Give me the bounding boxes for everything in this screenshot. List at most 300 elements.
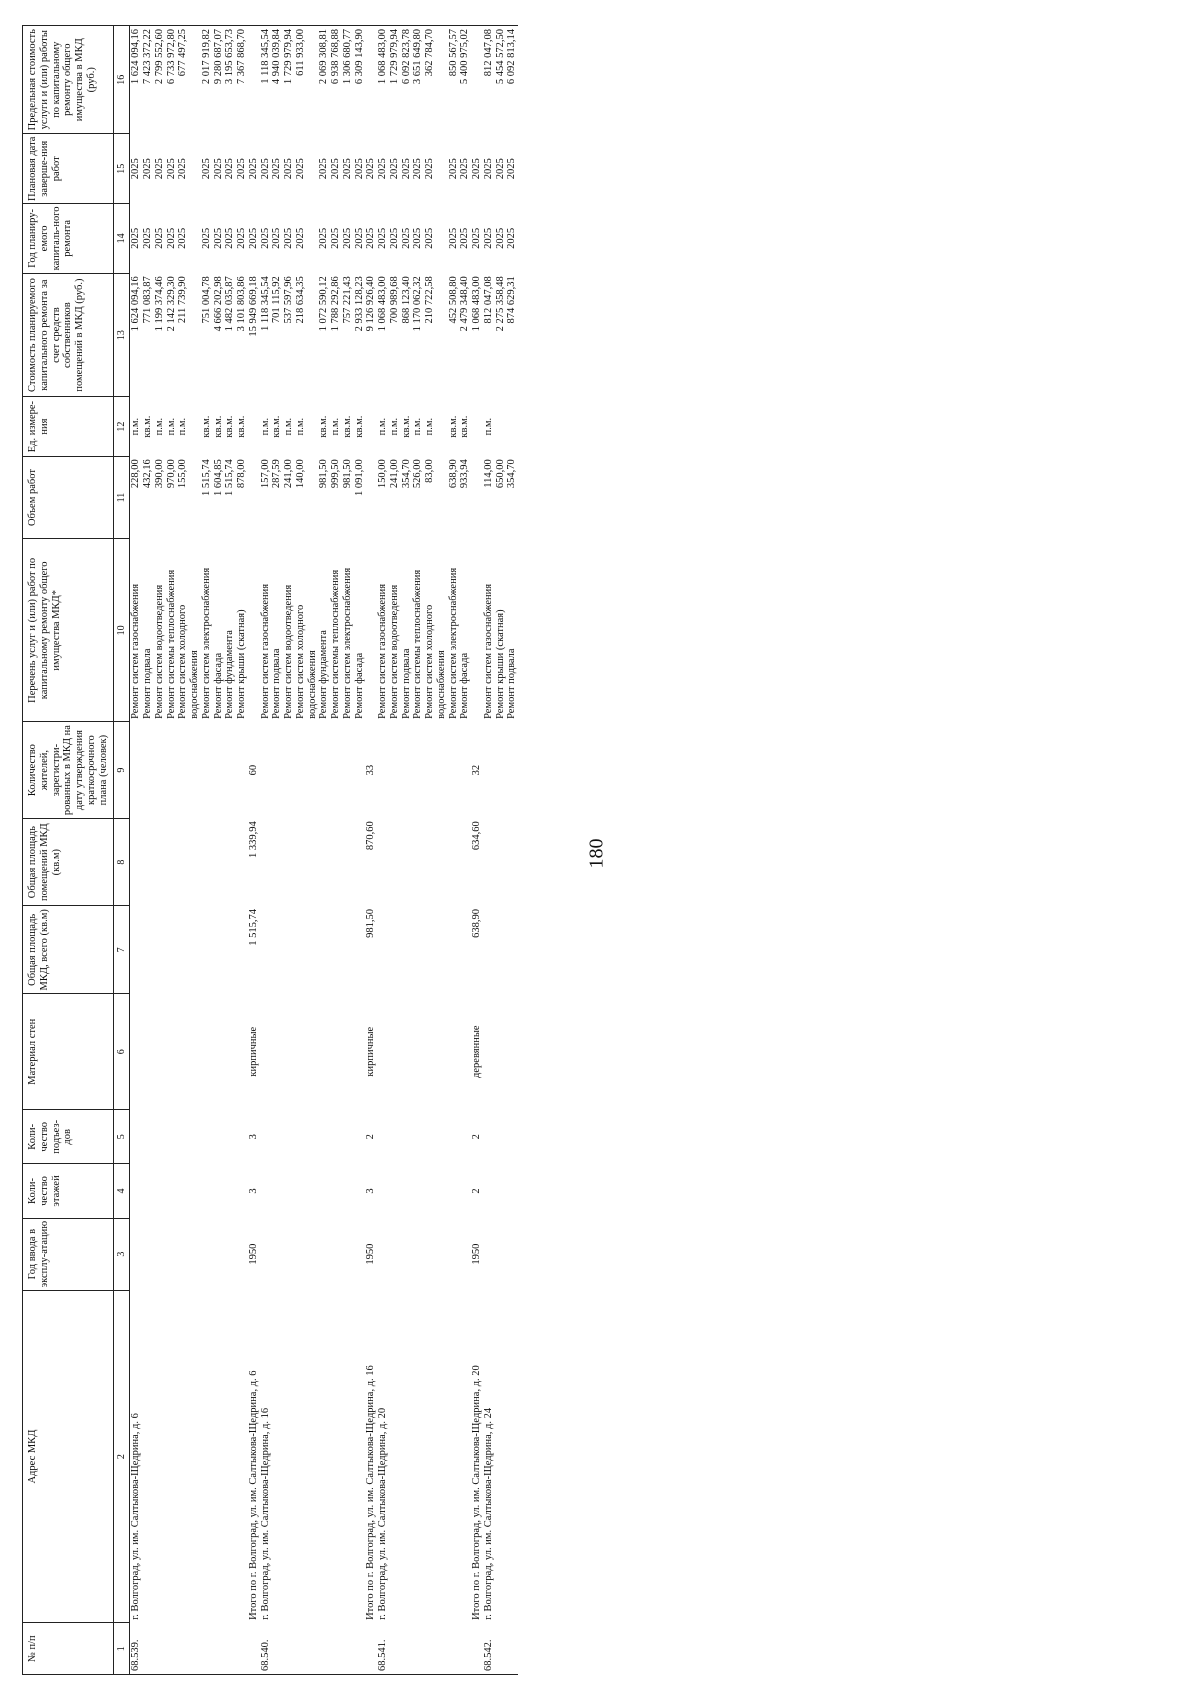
- table-cell: 4 940 039,84: [271, 26, 283, 134]
- table-cell: 354,70: [400, 459, 412, 489]
- table-cell: 2025: [142, 158, 154, 180]
- table-cell: 15 949 669,18: [247, 276, 259, 337]
- table-cell: [330, 818, 342, 906]
- column-number: 6: [114, 994, 130, 1110]
- table-cell: [495, 722, 507, 818]
- table-cell: [142, 1218, 154, 1290]
- table-cell: [154, 1218, 166, 1290]
- table-cell: 2025: [482, 227, 494, 249]
- table-cell: [154, 818, 166, 906]
- table-cell: [354, 1623, 366, 1675]
- table-cell: [271, 1218, 283, 1290]
- table-cell: [166, 906, 178, 994]
- table-cell: 33: [365, 764, 377, 776]
- table-cell: [448, 1110, 460, 1164]
- column-number-row: [114, 26, 130, 1675]
- table-cell: [483, 1164, 495, 1218]
- table-cell: 2025: [412, 158, 424, 180]
- table-cell: [342, 1164, 354, 1218]
- table-cell: [142, 1110, 154, 1164]
- table-cell: 700 989,68: [388, 276, 400, 324]
- table-cell: 1950: [471, 1243, 483, 1265]
- table-cell: [389, 722, 401, 818]
- table-cell: 2025: [165, 227, 177, 249]
- table-cell: [166, 1218, 178, 1290]
- table-cell: [295, 722, 319, 818]
- table-cell: 2025: [236, 227, 248, 249]
- table-cell: 68.541.: [377, 1623, 389, 1675]
- table-cell: [342, 722, 354, 818]
- table-cell: Ремонт систем водоотведения: [388, 584, 400, 719]
- table-cell: [412, 722, 424, 818]
- table-cell: 2 142 329,30: [165, 276, 177, 332]
- table-row: [201, 26, 213, 1675]
- table-cell: 850 567,57: [448, 26, 460, 134]
- table-cell: 868 123,40: [400, 276, 412, 324]
- table-cell: 2025: [259, 227, 271, 249]
- table-cell: 2025: [353, 158, 365, 180]
- table-cell: [389, 1290, 401, 1623]
- table-cell: 2: [471, 1134, 483, 1140]
- table-cell: п.м.: [377, 417, 389, 436]
- table-cell: [142, 994, 154, 1110]
- table-cell: 1 170 062,32: [412, 276, 424, 332]
- table-cell: г. Волгоград, ул. им. Салтыкова-Щедрина, д. 20: [377, 1407, 389, 1620]
- table-cell: [495, 1290, 507, 1623]
- table-cell: [389, 818, 401, 906]
- table-cell: [412, 1164, 424, 1218]
- table-cell: [224, 722, 236, 818]
- table-cell: 1 624 094,16: [130, 276, 142, 332]
- table-cell: 354,70: [506, 459, 518, 489]
- table-cell: 999,50: [330, 459, 342, 489]
- table-cell: [166, 1164, 178, 1218]
- table-cell: [177, 1290, 201, 1623]
- table-cell: 970,00: [165, 459, 177, 489]
- table-cell: [295, 1218, 319, 1290]
- table-cell: [448, 994, 460, 1110]
- table-cell: кирпичные: [247, 1026, 259, 1077]
- table-cell: [365, 1623, 377, 1675]
- table-cell: [201, 906, 213, 994]
- table-cell: [271, 994, 283, 1110]
- table-cell: [177, 722, 201, 818]
- table-cell: п.м.: [412, 417, 424, 436]
- table-cell: [412, 818, 424, 906]
- table-cell: 3: [365, 1188, 377, 1194]
- table-cell: 2025: [459, 158, 471, 180]
- table-cell: [318, 722, 330, 818]
- table-cell: [483, 1218, 495, 1290]
- table-cell: 2025: [165, 158, 177, 180]
- table-row: [295, 26, 319, 1675]
- column-header: Общая площадь МКД, всего (кв.м): [23, 906, 114, 994]
- table-cell: [448, 818, 460, 906]
- column-header: Адрес МКД: [23, 1290, 114, 1623]
- column-number: 14: [114, 204, 130, 274]
- table-cell: 634,60: [471, 821, 483, 851]
- table-cell: [130, 722, 142, 818]
- table-cell: 638,90: [447, 459, 459, 489]
- table-cell: 2025: [377, 227, 389, 249]
- table-cell: [354, 818, 366, 906]
- table-cell: 2025: [447, 158, 459, 180]
- table-body: [130, 26, 518, 1675]
- table-row: [260, 26, 272, 1675]
- table-cell: [330, 994, 342, 1110]
- table-cell: [459, 722, 471, 818]
- table-cell: [295, 1290, 319, 1623]
- table-cell: [330, 1623, 342, 1675]
- table-cell: [154, 1623, 166, 1675]
- table-cell: 874 629,31: [506, 276, 518, 324]
- table-row: [448, 26, 460, 1675]
- table-cell: кв.м.: [212, 415, 224, 438]
- table-cell: [448, 906, 460, 994]
- table-cell: Ремонт подвала: [271, 648, 283, 719]
- table-cell: [483, 722, 495, 818]
- table-cell: кв.м.: [400, 415, 412, 438]
- table-cell: 1 068 483,00: [377, 276, 389, 332]
- table-row: [424, 26, 448, 1675]
- table-cell: 771 083,87: [142, 276, 154, 324]
- capital-repair-table: [22, 25, 518, 1675]
- table-cell: [506, 722, 518, 818]
- table-cell: 1 091,00: [353, 459, 365, 497]
- table-cell: 2025: [200, 158, 212, 180]
- table-cell: [271, 722, 283, 818]
- table-cell: [471, 397, 483, 456]
- table-cell: 2025: [400, 158, 412, 180]
- table-cell: 757 221,43: [341, 276, 353, 324]
- table-cell: [401, 1290, 413, 1623]
- table-cell: [260, 1110, 272, 1164]
- table-row: [142, 26, 154, 1675]
- column-number: 7: [114, 906, 130, 994]
- table-cell: [271, 1164, 283, 1218]
- column-header: Общая площадь помещений МКД (кв.м): [23, 818, 114, 906]
- table-cell: 228,00: [130, 459, 142, 489]
- table-cell: [471, 539, 483, 722]
- table-row: [224, 26, 236, 1675]
- table-cell: 390,00: [153, 459, 165, 489]
- table-row: [177, 26, 201, 1675]
- table-cell: [448, 1218, 460, 1290]
- table-cell: г. Волгоград, ул. им. Салтыкова-Щедрина, д. 24: [482, 1407, 494, 1620]
- table-cell: 2025: [177, 227, 189, 249]
- page-number: 180: [585, 838, 608, 869]
- table-cell: 1 729 979,94: [283, 26, 295, 134]
- table-cell: [424, 994, 448, 1110]
- table-cell: 1 624 094,16: [130, 26, 142, 134]
- table-cell: 2025: [506, 227, 518, 249]
- table-cell: [318, 1290, 330, 1623]
- table-cell: [365, 26, 377, 134]
- table-cell: [177, 906, 201, 994]
- table-cell: [424, 906, 448, 994]
- table-cell: [295, 994, 319, 1110]
- table-cell: 2025: [271, 227, 283, 249]
- table-cell: [506, 397, 518, 456]
- column-header: Год ввода в эксплу-атацию: [23, 1218, 114, 1290]
- table-cell: [365, 539, 377, 722]
- table-cell: [236, 1110, 248, 1164]
- table-cell: [330, 1290, 342, 1623]
- table-cell: [295, 818, 319, 906]
- table-cell: [177, 818, 201, 906]
- table-cell: 2025: [294, 227, 306, 249]
- table-cell: [506, 1218, 518, 1290]
- table-cell: [495, 818, 507, 906]
- table-cell: 751 004,78: [200, 276, 212, 324]
- table-cell: 9 280 687,07: [213, 26, 225, 134]
- table-cell: 870,60: [365, 821, 377, 851]
- table-cell: 1950: [247, 1243, 259, 1265]
- table-cell: [224, 1164, 236, 1218]
- table-cell: 2025: [388, 158, 400, 180]
- table-cell: кв.м.: [459, 415, 471, 438]
- table-cell: [236, 818, 248, 906]
- table-cell: 2025: [341, 227, 353, 249]
- table-cell: [213, 906, 225, 994]
- table-cell: [213, 722, 225, 818]
- table-cell: 1 199 374,46: [153, 276, 165, 332]
- table-cell: [130, 1164, 142, 1218]
- table-cell: [177, 1218, 201, 1290]
- table-cell: 2025: [424, 158, 436, 180]
- table-cell: 1 788 292,86: [330, 276, 342, 332]
- table-cell: 114,00: [482, 459, 494, 488]
- table-cell: [459, 994, 471, 1110]
- table-cell: 1 068 483,00: [471, 276, 483, 332]
- table-cell: п.м.: [482, 417, 494, 436]
- table-cell: [354, 722, 366, 818]
- table-cell: [260, 906, 272, 994]
- table-cell: [377, 1110, 389, 1164]
- table-cell: [224, 1218, 236, 1290]
- table-cell: 83,00: [424, 459, 436, 483]
- table-cell: [283, 818, 295, 906]
- table-cell: 3: [247, 1134, 259, 1140]
- table-cell: 2025: [330, 227, 342, 249]
- table-cell: 2025: [494, 227, 506, 249]
- table-cell: Ремонт систем холодного водоснабжения: [177, 604, 201, 719]
- table-cell: кв.м.: [224, 415, 236, 438]
- table-cell: [130, 994, 142, 1110]
- table-cell: [389, 1110, 401, 1164]
- table-cell: [201, 994, 213, 1110]
- table-cell: [377, 906, 389, 994]
- table-cell: [330, 906, 342, 994]
- table-cell: [248, 26, 260, 134]
- table-cell: 68.539.: [130, 1623, 142, 1675]
- table-cell: 812 047,08: [483, 26, 495, 134]
- table-cell: [271, 1623, 283, 1675]
- table-cell: 638,90: [471, 908, 483, 938]
- table-cell: Ремонт систем газоснабжения: [377, 583, 389, 719]
- table-cell: [318, 1110, 330, 1164]
- column-header: Объем работ: [23, 456, 114, 539]
- table-cell: 1 515,74: [200, 459, 212, 497]
- table-cell: 2025: [283, 227, 295, 249]
- table-cell: 155,00: [177, 459, 189, 489]
- table-cell: [459, 906, 471, 994]
- table-cell: [213, 994, 225, 1110]
- table-cell: [506, 906, 518, 994]
- table-cell: [401, 906, 413, 994]
- table-cell: [342, 818, 354, 906]
- table-cell: [412, 1110, 424, 1164]
- table-cell: [283, 1290, 295, 1623]
- table-cell: кв.м.: [353, 415, 365, 438]
- table-cell: [260, 722, 272, 818]
- table-cell: 452 508,80: [447, 276, 459, 324]
- table-cell: [154, 1110, 166, 1164]
- table-cell: [213, 1164, 225, 1218]
- table-row: [389, 26, 401, 1675]
- table-cell: [495, 906, 507, 994]
- table-cell: 812 047,08: [482, 276, 494, 324]
- table-cell: кирпичные: [365, 1026, 377, 1077]
- table-cell: [154, 994, 166, 1110]
- table-cell: [236, 722, 248, 818]
- table-cell: 6 938 768,88: [330, 26, 342, 134]
- table-cell: [248, 456, 260, 539]
- table-cell: 933,94: [459, 459, 471, 489]
- table-cell: [142, 1623, 154, 1675]
- table-cell: [354, 1290, 366, 1623]
- table-cell: 2025: [212, 158, 224, 180]
- table-row: [330, 26, 342, 1675]
- table-cell: Ремонт систем электроснабжения: [341, 567, 353, 719]
- table-cell: Ремонт систем холодного водоснабжения: [424, 604, 447, 719]
- table-cell: [459, 1110, 471, 1164]
- table-cell: 981,50: [365, 908, 377, 938]
- table-cell: [506, 994, 518, 1110]
- table-cell: [177, 994, 201, 1110]
- header-row: [23, 26, 114, 1675]
- table-cell: [318, 1218, 330, 1290]
- column-header: № п/п: [23, 1623, 114, 1675]
- table-cell: [260, 1164, 272, 1218]
- column-number: 4: [114, 1164, 130, 1218]
- table-cell: [412, 1218, 424, 1290]
- table-cell: 2025: [494, 158, 506, 180]
- table-cell: [177, 1110, 201, 1164]
- table-cell: [130, 818, 142, 906]
- table-cell: [177, 1623, 201, 1675]
- table-cell: 157,00: [259, 459, 271, 489]
- table-cell: 1 068 483,00: [377, 26, 389, 134]
- table-cell: 241,00: [283, 459, 295, 489]
- table-row: [412, 26, 424, 1675]
- table-cell: п.м.: [165, 417, 177, 436]
- table-cell: [354, 906, 366, 994]
- table-cell: 1 482 035,87: [224, 276, 236, 332]
- table-cell: п.м.: [130, 417, 142, 436]
- table-cell: 218 634,35: [294, 276, 306, 324]
- table-cell: [318, 1164, 330, 1218]
- table-row: [236, 26, 248, 1675]
- table-cell: п.м.: [283, 417, 295, 436]
- table-cell: [154, 906, 166, 994]
- table-cell: [342, 906, 354, 994]
- table-row: [213, 26, 225, 1675]
- table-cell: [389, 1623, 401, 1675]
- table-cell: 3 651 649,80: [412, 26, 424, 134]
- table-cell: 2025: [247, 227, 259, 249]
- table-cell: 2025: [200, 227, 212, 249]
- table-cell: [271, 906, 283, 994]
- table-cell: [213, 1110, 225, 1164]
- table-cell: [166, 1290, 178, 1623]
- table-cell: [236, 1164, 248, 1218]
- table-cell: 2025: [459, 227, 471, 249]
- table-cell: Ремонт системы теплоснабжения: [165, 569, 177, 719]
- table-cell: [201, 1110, 213, 1164]
- column-number: 2: [114, 1290, 130, 1623]
- table-cell: [354, 1164, 366, 1218]
- table-cell: 2025: [212, 227, 224, 249]
- table-cell: [483, 994, 495, 1110]
- table-cell: [412, 906, 424, 994]
- table-cell: 2 017 919,82: [201, 26, 213, 134]
- table-cell: 1950: [365, 1243, 377, 1265]
- table-cell: [154, 722, 166, 818]
- table-cell: [201, 1164, 213, 1218]
- table-cell: [342, 1290, 354, 1623]
- table-cell: [471, 26, 483, 134]
- table-cell: [142, 906, 154, 994]
- table-cell: [389, 906, 401, 994]
- table-row: [283, 26, 295, 1675]
- table-cell: 611 933,00: [295, 26, 319, 134]
- table-cell: Ремонт фундамента: [318, 630, 330, 719]
- table-cell: 211 739,90: [177, 276, 189, 324]
- table-cell: Ремонт фасада: [212, 652, 224, 719]
- table-cell: [424, 1218, 448, 1290]
- table-cell: 1 118 345,54: [260, 26, 272, 134]
- table-cell: [330, 1110, 342, 1164]
- table-cell: кв.м.: [142, 415, 154, 438]
- table-cell: кв.м.: [200, 415, 212, 438]
- table-row: [130, 26, 142, 1675]
- table-cell: Ремонт системы теплоснабжения: [330, 569, 342, 719]
- table-cell: 9 126 926,40: [365, 276, 377, 332]
- table-cell: 2: [365, 1134, 377, 1140]
- table-row: [506, 26, 518, 1675]
- table-cell: [424, 1290, 448, 1623]
- table-cell: [318, 1623, 330, 1675]
- table-cell: [424, 1164, 448, 1218]
- table-cell: п.м.: [259, 417, 271, 436]
- table-cell: 1 604,85: [212, 459, 224, 497]
- table-cell: Ремонт подвала: [142, 648, 154, 719]
- table-cell: [166, 1623, 178, 1675]
- table-cell: п.м.: [177, 417, 189, 436]
- table-cell: [318, 906, 330, 994]
- table-cell: [389, 1218, 401, 1290]
- table-cell: [224, 994, 236, 1110]
- table-cell: [166, 722, 178, 818]
- table-row: [401, 26, 413, 1675]
- table-cell: 2025: [224, 158, 236, 180]
- table-cell: деревянные: [471, 1025, 483, 1078]
- table-cell: [401, 1110, 413, 1164]
- table-cell: [260, 1218, 272, 1290]
- table-cell: [495, 1164, 507, 1218]
- table-row: [342, 26, 354, 1675]
